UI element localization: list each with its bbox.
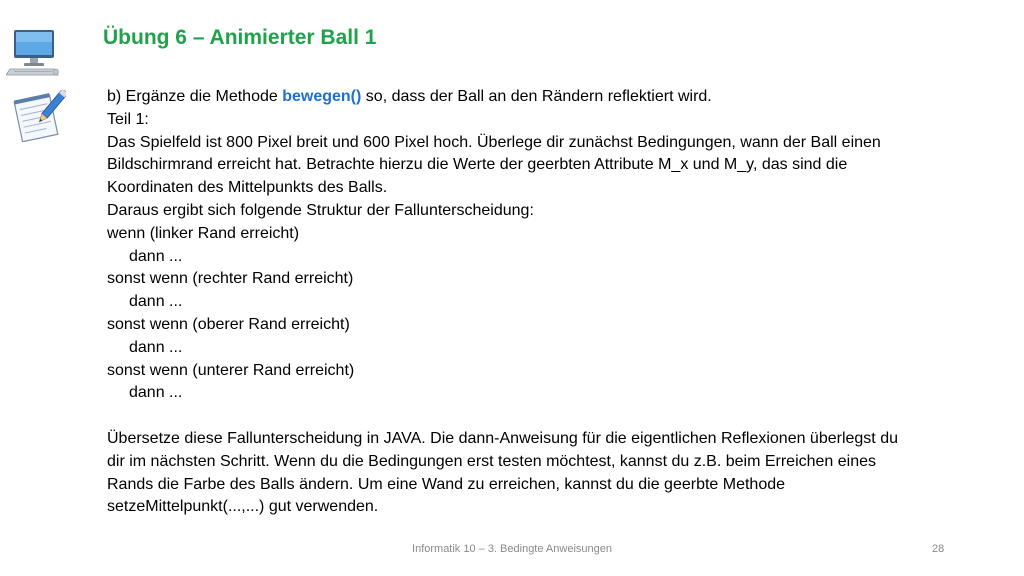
structure-intro: Daraus ergibt sich folgende Struktur der Fallunterscheidung: — [107, 201, 534, 219]
then-line: dann ... — [129, 293, 183, 311]
paragraph-line: Rands die Farbe des Balls ändern. Um eine Wand zu erreichen, kannst du die geerbte Methode — [107, 475, 786, 493]
task-text — [107, 86, 987, 519]
paragraph-line: Übersetze diese Fallunterscheidung in JAVA. Die dann-Anweisung für die eigentlichen Reflexionen überlegst du — [107, 429, 898, 447]
notepad-pencil-icon — [12, 90, 66, 142]
then-line: dann ... — [129, 338, 183, 356]
slide-footer — [0, 543, 1024, 559]
task-prefix: b) Ergänze die Methode — [107, 88, 283, 105]
computer-icon — [6, 28, 60, 78]
condition-line: sonst wenn (unterer Rand erreicht) — [107, 361, 355, 379]
condition-line: sonst wenn (oberer Rand erreicht) — [107, 315, 350, 333]
then-line: dann ... — [129, 247, 183, 265]
condition-line: sonst wenn (rechter Rand erreicht) — [107, 270, 354, 288]
paragraph-line: Bildschirmrand erreicht hat. Betrachte hierzu die Werte der geerbten Attribute M_x und M_y, das sind die — [107, 156, 848, 174]
paragraph-line: setzeMittelpunkt(...,...) gut verwenden. — [107, 498, 379, 516]
paragraph-line: dir im nächsten Schritt. Wenn du die Bedingungen erst testen möchtest, kannst du z.B. beim Erreichen eines — [107, 452, 877, 470]
method-keyword: bewegen() — [282, 88, 362, 105]
then-line: dann ... — [129, 384, 183, 402]
spacer — [107, 405, 987, 428]
page-number: 28 — [932, 543, 945, 555]
part-label: Teil 1: — [107, 110, 149, 128]
paragraph-line: Das Spielfeld ist 800 Pixel breit und 600 Pixel hoch. Überlege dir zunächst Bedingungen, wann der Ball einen — [107, 133, 881, 151]
paragraph-line: Koordinaten des Mittelpunkts des Balls. — [107, 179, 388, 197]
footer-text: Informatik 10 – 3. Bedingte Anweisungen — [412, 543, 612, 555]
condition-line: wenn (linker Rand erreicht) — [107, 224, 300, 242]
task-suffix: so, dass der Ball an den Rändern reflektiert wird. — [361, 88, 712, 105]
task-heading — [107, 86, 987, 109]
slide-title: Übung 6 – Animierter Ball 1 — [103, 26, 377, 49]
